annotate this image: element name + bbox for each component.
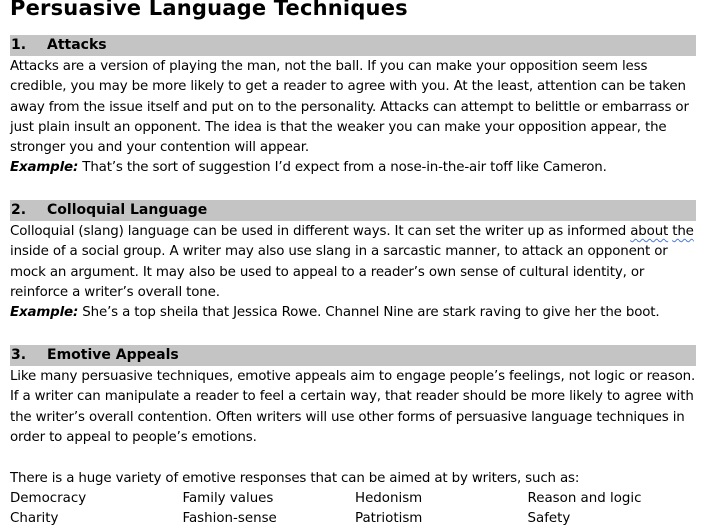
grid-cell: Family values: [182, 491, 274, 506]
section-number: 3.: [11, 347, 27, 363]
grid-cell: Democracy: [10, 491, 87, 506]
section-body-colloquial: [10, 222, 700, 323]
section-heading-emotive: [10, 345, 696, 366]
section-number: 1.: [11, 37, 27, 53]
example-line: [10, 158, 700, 178]
example-text: That’s the sort of suggestion I’d expect from a nose-in-the-air toff like Cameron.: [78, 160, 607, 176]
section-body-attacks: [10, 57, 700, 179]
paragraph: Attacks are a version of playing the man, not the ball. If you can make your opposition seem less credible, you may be more likely to get a reader to agree with you. At the least, attention can be taken away from the issue itself and put on to the personality. Attacks can attempt to belittle or embarrass or just plain insult an opponent. The idea is that the weaker you can make your opposition appear, the stronger you and your contention will appear.: [10, 59, 689, 156]
grid-cell: Safety: [527, 511, 571, 527]
example-line: [10, 303, 700, 323]
example-text: She’s a top sheila that Jessica Rowe. Channel Nine are stark raving to give her the boot.: [78, 305, 660, 321]
emotive-responses-grid: [10, 489, 700, 530]
section-heading-label: Emotive Appeals: [47, 347, 179, 363]
grid-cell: Reason and logic: [527, 491, 642, 506]
example-label: Example:: [10, 305, 79, 321]
section-body-emotive: [10, 367, 700, 448]
grid-cell: Fashion-sense: [182, 511, 277, 527]
example-label: Example:: [10, 160, 79, 176]
spellcheck-flagged-word[interactable]: the: [672, 224, 694, 239]
grid-cell: Charity: [10, 511, 59, 527]
spellcheck-flagged-word[interactable]: about: [630, 224, 669, 239]
section-heading-colloquial: [10, 200, 696, 221]
paragraph: Like many persuasive techniques, emotive appeals aim to engage people’s feelings, not logic or reason. If a writer can manipulate a reader to feel a certain way, that reader should be more likely to agree with the writer’s overall contention. Often writers will use other forms of persuasive language techniques in order to appeal to people’s emotions.: [10, 369, 696, 445]
section-heading-attacks: [10, 35, 696, 56]
responses-intro-block: [10, 469, 700, 489]
grid-cell: Patriotism: [355, 511, 423, 527]
grid-row: [10, 509, 700, 529]
paragraph-text: inside of a social group. A writer may also use slang in a sarcastic manner, to attack an opponent or mock an argument. It may also be used to appeal to a reader’s own sense of cultural identity, or reinforce a writer’s overall tone.: [10, 244, 668, 300]
paragraph: [10, 222, 700, 303]
section-heading-label: Colloquial Language: [47, 202, 208, 218]
page-title: Persuasive Language Techniques: [10, 0, 408, 20]
section-heading-label: Attacks: [47, 37, 107, 53]
section-number: 2.: [11, 202, 27, 218]
grid-cell: Hedonism: [355, 491, 423, 506]
paragraph-text: Colloquial (slang) language can be used in different ways. It can set the writer up as informed: [10, 224, 631, 239]
responses-intro: There is a huge variety of emotive responses that can be aimed at by writers, such as:: [10, 471, 580, 486]
grid-row: [10, 489, 700, 509]
